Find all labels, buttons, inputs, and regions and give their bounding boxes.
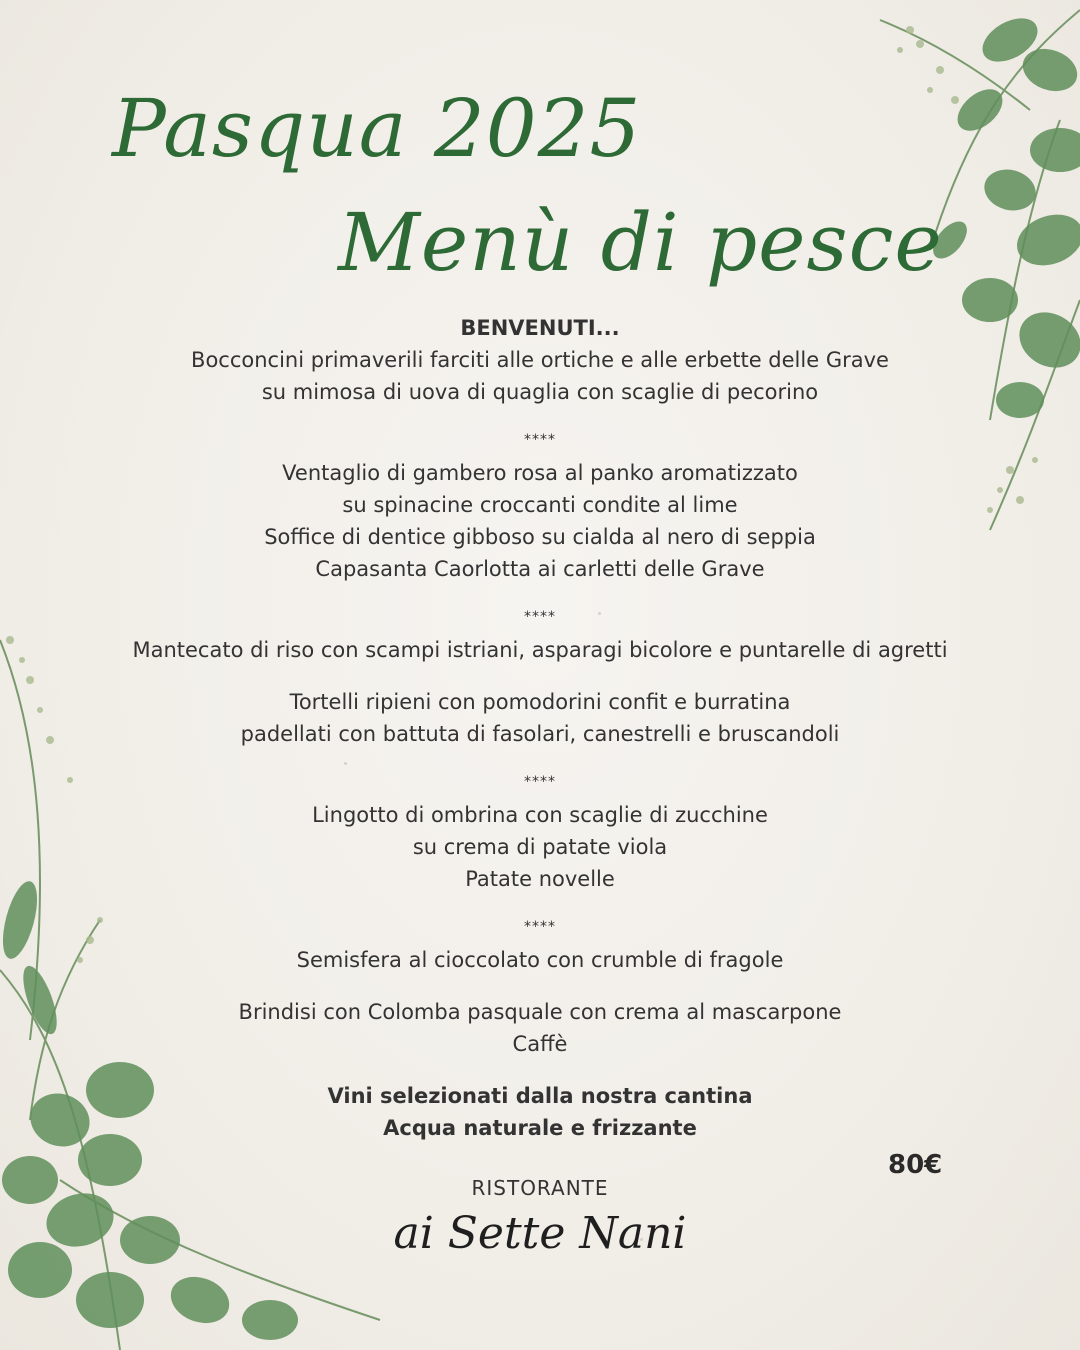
menu-line: su crema di patate viola: [412, 835, 668, 859]
drinks-line: Acqua naturale e frizzante: [383, 1116, 697, 1140]
menu-line: Brindisi con Colomba pasquale con crema al mascarpone: [238, 1000, 842, 1024]
menu-line: Capasanta Caorlotta ai carletti delle Grave: [315, 557, 765, 581]
menu-line: Caffè: [512, 1032, 568, 1056]
menu-line: Lingotto di ombrina con scaglie di zucchine: [312, 803, 768, 827]
menu-line: Semisfera al cioccolato con crumble di fragole: [296, 948, 784, 972]
separator: ****: [524, 432, 556, 448]
separator: ****: [524, 919, 556, 935]
menu-line: Mantecato di riso con scampi istriani, asparagi bicolore e puntarelle di agretti: [132, 638, 948, 662]
separator: ****: [524, 774, 556, 790]
menu-line: Soffice di dentice gibboso su cialda al nero di seppia: [264, 525, 816, 549]
title-line-1: Pasqua 2025: [112, 82, 642, 175]
menu-line: Patate novelle: [465, 867, 615, 891]
menu-line: Tortelli ripieni con pomodorini confit e burratina: [289, 690, 791, 714]
welcome-heading: BENVENUTI...: [460, 316, 620, 340]
menu-line: Bocconcini primaverili farciti alle ortiche e alle erbette delle Grave: [191, 348, 889, 372]
menu-line: su mimosa di uova di quaglia con scaglie di pecorino: [261, 380, 819, 404]
separator: ****: [524, 609, 556, 625]
menu-line: padellati con battuta di fasolari, canestrelli e bruscandoli: [240, 722, 840, 746]
restaurant-logo: ai Sette Nani: [393, 1208, 687, 1259]
restaurant-label: RISTORANTE: [471, 1176, 609, 1200]
menu-line: su spinacine croccanti condite al lime: [342, 493, 738, 517]
title-line-2: Menù di pesce: [338, 196, 943, 289]
price: 80€: [888, 1150, 943, 1180]
menu-line: Ventaglio di gambero rosa al panko aromatizzato: [282, 461, 798, 485]
drinks-line: Vini selezionati dalla nostra cantina: [327, 1084, 753, 1108]
